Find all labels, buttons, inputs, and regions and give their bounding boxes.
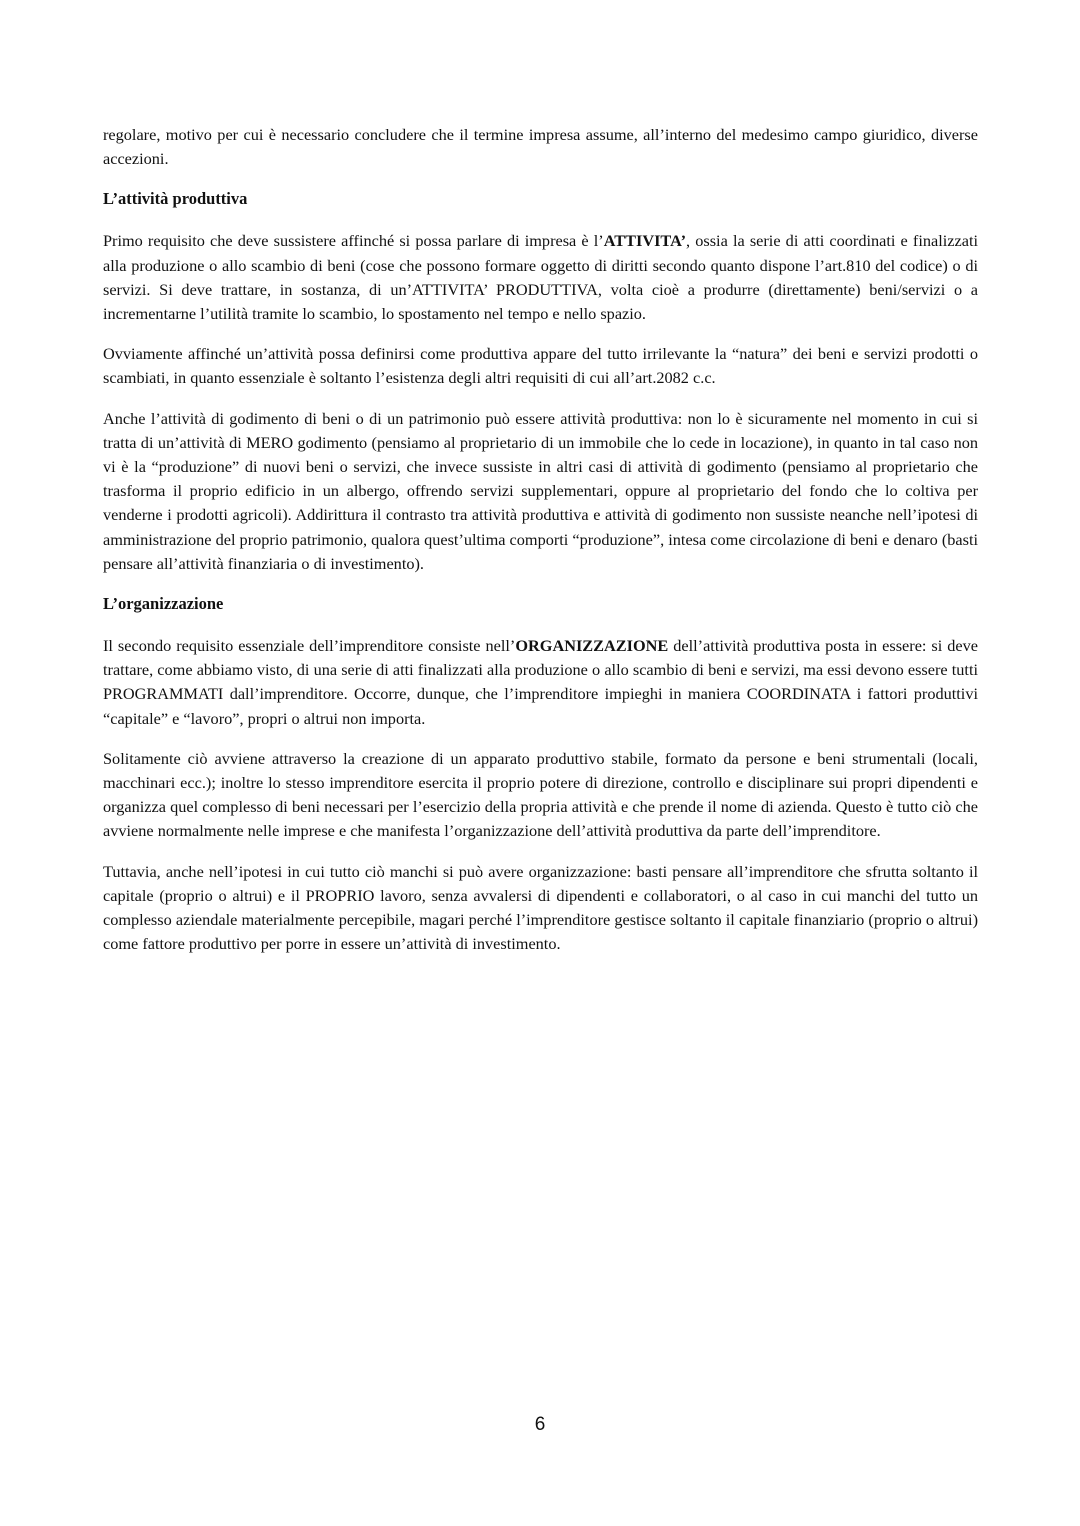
paragraph-organizzazione-3: Tuttavia, anche nell’ipotesi in cui tutto ciò manchi si può avere organizzazione: basti pensare all’imprenditore che sfrutta soltanto il capitale (proprio o altrui) e il PROPRIO lavoro, senza avvalersi di dipendenti e collaboratori, o al caso in cui manchi del tutto un complesso aziendale materialmente percepibile, magari perché l’imprenditore gestisce soltanto il capitale finanziario (proprio o altrui) come fattore produttivo per porre in essere un’attività di investimento. [103, 861, 978, 954]
document-body [103, 123, 978, 972]
text-segment: Primo requisito che deve sussistere affinché si possa parlare di impresa è l’ [103, 231, 604, 251]
text-segment: dell’attività produttiva posta in essere: si deve trattare, come abbiamo visto, di una serie di atti finalizzati alla produzione o allo scambio di beni e servizi, ma essi devono essere tutti PROGRAMMATI dall’imprenditore. Occorre, dunque, che l’imprenditore impieghi in maniera COORDINATA i fattori produttivi “capitale” e “lavoro”, propri o altrui non importa. [103, 636, 978, 728]
heading-organizzazione: L’organizzazione [103, 594, 224, 614]
text-segment: Il secondo requisito essenziale dell’imprenditore consiste nell’ [103, 636, 516, 656]
bold-term-attivita: ATTIVITA’ [603, 231, 687, 251]
text-segment: , ossia la serie di atti coordinati e finalizzati alla produzione o allo scambio di beni (cose che possono formare oggetto di diritti secondo quanto dispone l’art.810 del codice) o di servizi. Si deve trattare, in sostanza, di un’ATTIVITA’ PRODUTTIVA, volta cioè a produrre (direttamente) beni/servizi o a incrementarne l’utilità tramite lo scambio, lo spostamento nel tempo e nello spazio. [103, 231, 978, 324]
paragraph-attivita-3: Anche l’attività di godimento di beni o di un patrimonio può essere attività produttiva: non lo è sicuramente nel momento in cui si tratta di un’attività di MERO godimento (pensiamo al proprietario di un immobile che lo cede in locazione), in quanto in tal caso non vi è la “produzione” di nuovi beni o servizi, che invece sussiste in altri casi di attività di godimento (pensiamo al proprietario che trasforma il proprio edificio in un albergo, offrendo servizi supplementari, oppure al proprietario del fondo che lo coltiva per venderne i prodotti agricoli). Addirittura il contrasto tra attività produttiva e attività di godimento non sussiste neanche nell’ipotesi di amministrazione del proprio patrimonio, qualora quest’ultima comporti “produzione”, intesa come circolazione di beni e denaro (basti pensare all’attività finanziaria o di investimento). [103, 408, 978, 573]
paragraph-organizzazione-2: Solitamente ciò avviene attraverso la creazione di un apparato produttivo stabile, formato da persone e beni strumentali (locali, macchinari ecc.); inoltre lo stesso imprenditore esercita il proprio potere di direzione, controllo e disciplinare sui propri dipendenti e organizza quel complesso di beni necessari per l’esercizio della propria attività e che prende il nome di azienda. Questo è tutto ciò che avviene normalmente nelle imprese e che manifesta l’organizzazione dell’attività produttiva da parte dell’imprenditore. [103, 748, 978, 841]
paragraph-organizzazione-1 [103, 634, 978, 731]
paragraph-intro: regolare, motivo per cui è necessario concludere che il termine impresa assume, all’interno del medesimo campo giuridico, diverse accezioni. [103, 125, 978, 169]
paragraph-attivita-2: Ovviamente affinché un’attività possa definirsi come produttiva appare del tutto irrilevante la “natura” dei beni e servizi prodotti o scambiati, in quanto essenziale è soltanto l’esistenza degli altri requisiti di cui all’art.2082 c.c. [103, 344, 978, 388]
page-number: 6 [534, 1414, 546, 1435]
bold-term-organizzazione: ORGANIZZAZIONE [515, 636, 669, 656]
heading-attivita-produttiva: L’attività produttiva [103, 189, 248, 209]
paragraph-attivita-1 [103, 229, 978, 326]
